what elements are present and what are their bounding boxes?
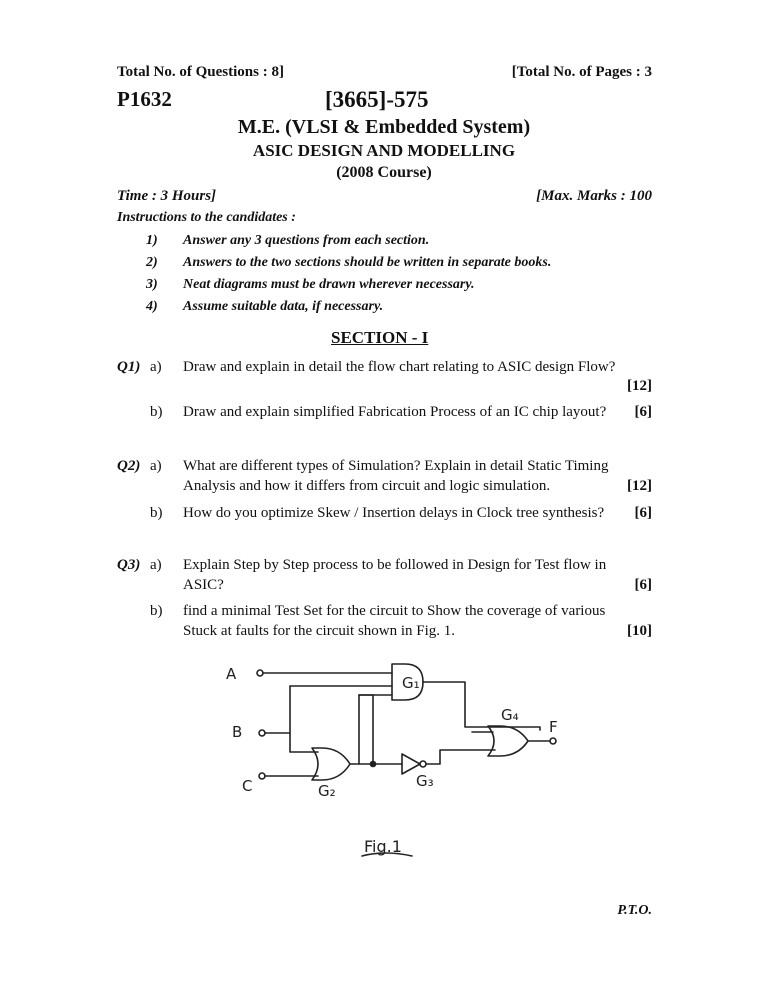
- output-f-terminal: [550, 738, 556, 744]
- section-title: SECTION - I: [331, 328, 429, 347]
- question-number: Q3): [117, 557, 141, 573]
- instruction-num: 1): [146, 233, 158, 248]
- marks: [10]: [627, 623, 652, 639]
- part-label: a): [150, 557, 162, 573]
- marks: [12]: [627, 378, 652, 394]
- question-text: What are different types of Simulation? Explain in detail Static Timing: [183, 458, 609, 474]
- pto-marker: P.T.O.: [617, 903, 652, 918]
- question-text: find a minimal Test Set for the circuit to Show the coverage of various: [183, 603, 606, 619]
- part-label: a): [150, 458, 162, 474]
- input-a-terminal: [257, 670, 263, 676]
- input-c-terminal: [259, 773, 265, 779]
- exam-code: [3665]-575: [325, 87, 429, 112]
- instruction-text: Answers to the two sections should be written in separate books.: [183, 255, 552, 270]
- question-text: Explain Step by Step process to be followed in Design for Test flow in: [183, 557, 607, 573]
- label-g4: G₄: [501, 706, 519, 724]
- max-marks: [Max. Marks : 100: [536, 188, 652, 204]
- course-pattern: (2008 Course): [336, 164, 432, 181]
- question-number: Q1): [117, 359, 141, 375]
- instruction-text: Neat diagrams must be drawn wherever necessary.: [183, 277, 475, 292]
- instruction-text: Assume suitable data, if necessary.: [183, 299, 384, 314]
- part-label: b): [150, 505, 163, 521]
- label-a: A: [226, 665, 237, 683]
- instruction-num: 2): [146, 255, 158, 270]
- wire-g3-out: [426, 750, 495, 764]
- course-title: M.E. (VLSI & Embedded System): [237, 116, 531, 138]
- question-text: Stuck at faults for the circuit shown in Fig. 1.: [183, 623, 456, 639]
- marks: [6]: [634, 505, 652, 521]
- input-b-terminal: [259, 730, 265, 736]
- instruction-text: Answer any 3 questions from each section.: [183, 233, 430, 248]
- label-g3: G₃: [416, 772, 434, 790]
- or-gate-g4: [488, 726, 528, 756]
- wire-b-vertical: [290, 686, 318, 752]
- question-number: Q2): [117, 458, 141, 474]
- label-g1: G₁: [402, 674, 420, 692]
- part-label: b): [150, 603, 163, 619]
- label-g2: G₂: [318, 782, 336, 800]
- label-f: F: [549, 718, 558, 736]
- question-text: How do you optimize Skew / Insertion delays in Clock tree synthesis?: [183, 505, 605, 521]
- time-duration: Time : 3 Hours]: [117, 188, 217, 204]
- marks: [6]: [634, 577, 652, 593]
- inverter-g3: [402, 754, 420, 774]
- instruction-num: 3): [146, 277, 158, 292]
- question-text: ASIC?: [183, 577, 224, 593]
- label-b: B: [232, 723, 243, 741]
- label-c: C: [242, 777, 253, 795]
- part-label: b): [150, 404, 163, 420]
- wire-g1-out: [423, 682, 540, 730]
- subject-title: ASIC DESIGN AND MODELLING: [252, 141, 516, 160]
- question-text: Analysis and how it differs from circuit and logic simulation.: [183, 478, 551, 494]
- wire-junction: [359, 695, 373, 764]
- marks: [12]: [627, 478, 652, 494]
- part-label: a): [150, 359, 162, 375]
- total-questions: Total No. of Questions : 8]: [117, 64, 284, 80]
- inverter-bubble: [420, 761, 426, 767]
- marks: [6]: [634, 404, 652, 420]
- question-text: Draw and explain in detail the flow chart relating to ASIC design Flow?: [183, 359, 616, 375]
- paper-code: P1632: [117, 87, 172, 111]
- instruction-num: 4): [146, 299, 158, 314]
- instructions-title: Instructions to the candidates :: [117, 210, 296, 225]
- figure-caption: Fig.1: [364, 837, 402, 856]
- total-pages: [Total No. of Pages : 3: [511, 64, 652, 80]
- question-text: Draw and explain simplified Fabrication Process of an IC chip layout?: [183, 404, 607, 420]
